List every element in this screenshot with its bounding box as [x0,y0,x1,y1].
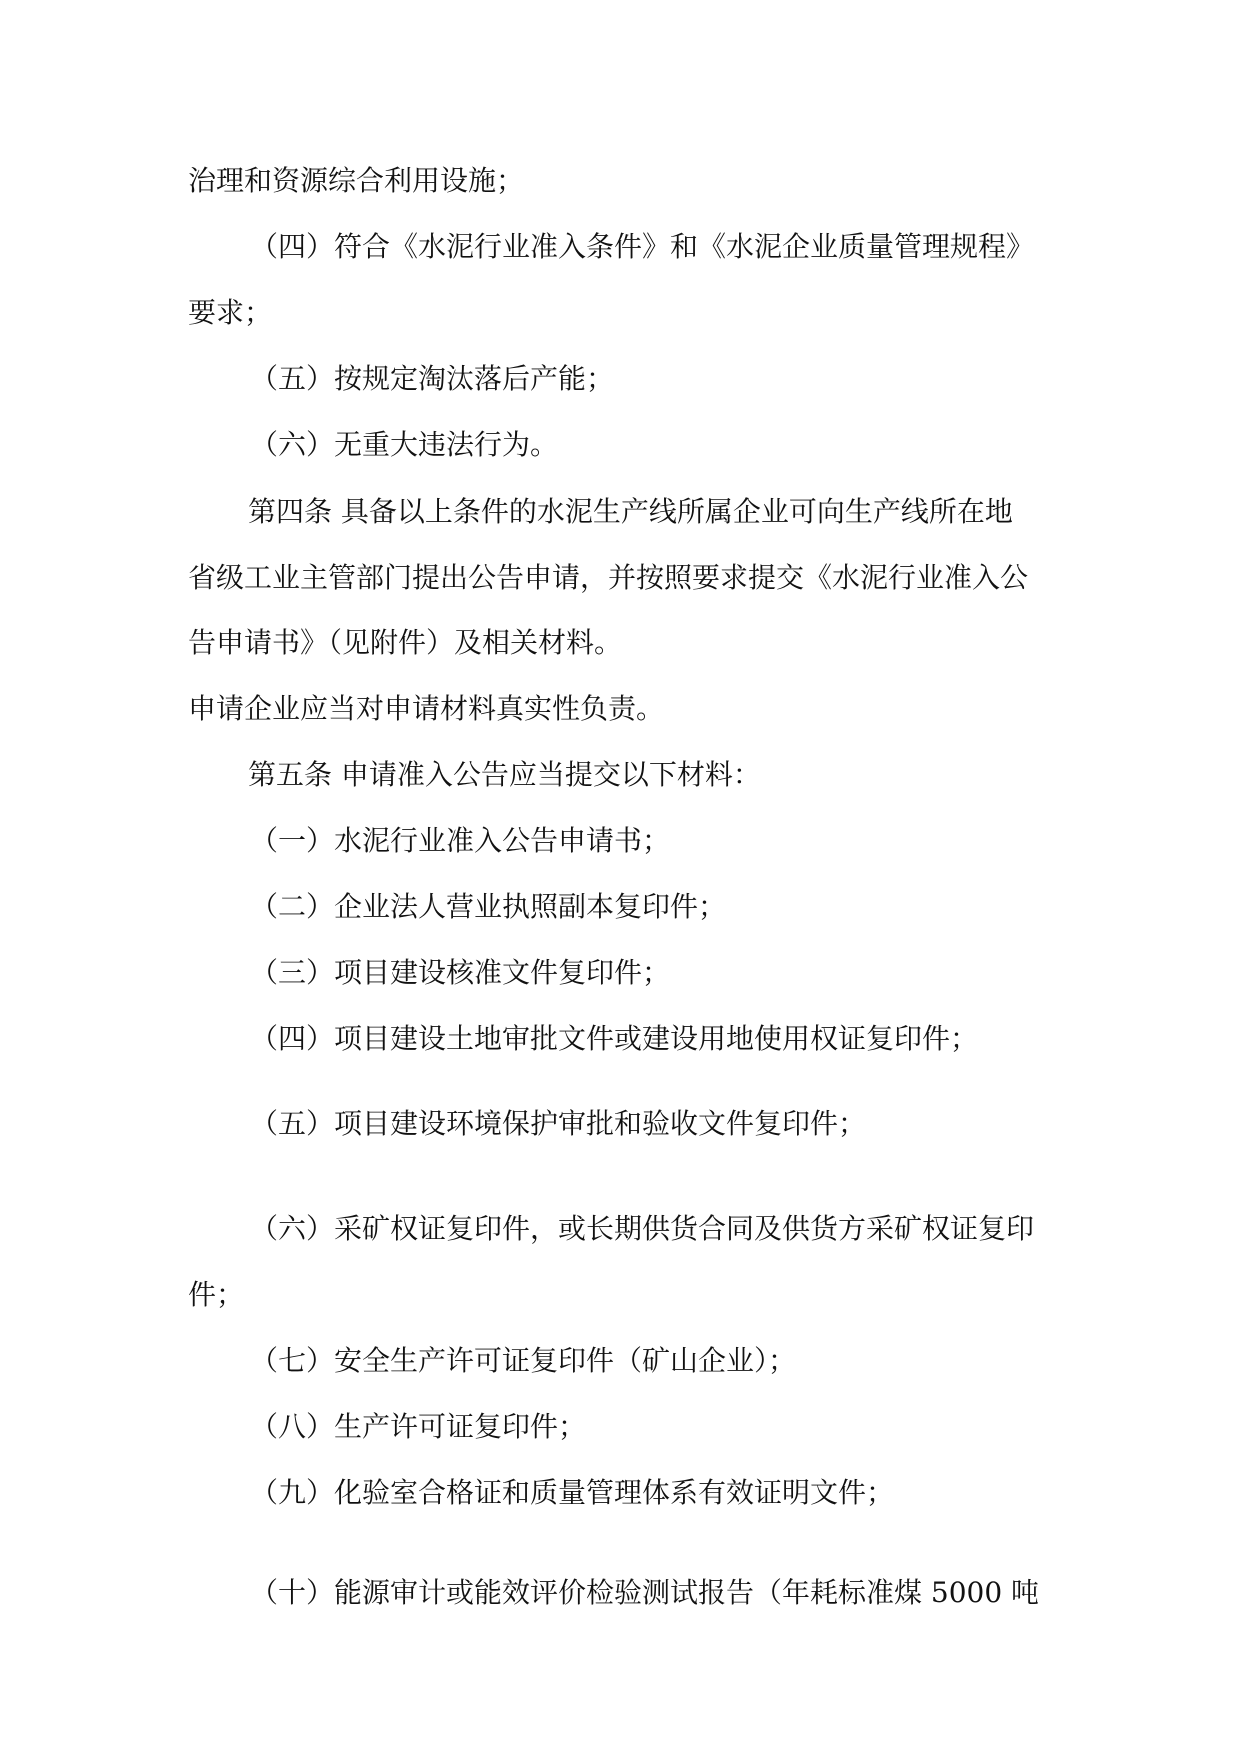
text-line: （五）按规定淘汰落后产能； [250,362,615,395]
text-line: （三）项目建设核准文件复印件； [250,956,671,989]
text-line: （二）企业法人营业执照副本复印件； [250,890,727,923]
text-line: 第四条 具备以上条件的水泥生产线所属企业可向生产线所在地 [248,495,1013,528]
text-line: （八）生产许可证复印件； [250,1410,587,1443]
text-line: 件； [188,1278,245,1311]
text-line: （一）水泥行业准入公告申请书； [250,824,671,857]
text-line: （四）项目建设土地审批文件或建设用地使用权证复印件； [250,1022,979,1055]
text-line: （六）采矿权证复印件，或长期供货合同及供货方采矿权证复印 [250,1212,1035,1245]
text-line: 要求； [188,296,273,329]
text-line: 省级工业主管部门提出公告申请，并按照要求提交《水泥行业准入公 [188,561,1029,594]
text-line: 第五条 申请准入公告应当提交以下材料： [248,758,761,791]
text-line: （五）项目建设环境保护审批和验收文件复印件； [250,1107,867,1140]
text-line: （四）符合《水泥行业准入条件》和《水泥企业质量管理规程》 [250,230,1035,263]
text-line: （九）化验室合格证和质量管理体系有效证明文件； [250,1476,895,1509]
text-line: 治理和资源综合利用设施； [188,164,525,197]
text-line: 申请企业应当对申请材料真实性负责。 [188,692,665,725]
text-line: （七）安全生产许可证复印件（矿山企业）； [250,1344,797,1377]
text-line: 告申请书》（见附件）及相关材料。 [188,626,623,659]
text-line: （六）无重大违法行为。 [250,428,559,461]
text-line: （十）能源审计或能效评价检验测试报告（年耗标准煤 5000 吨 [250,1576,1040,1609]
